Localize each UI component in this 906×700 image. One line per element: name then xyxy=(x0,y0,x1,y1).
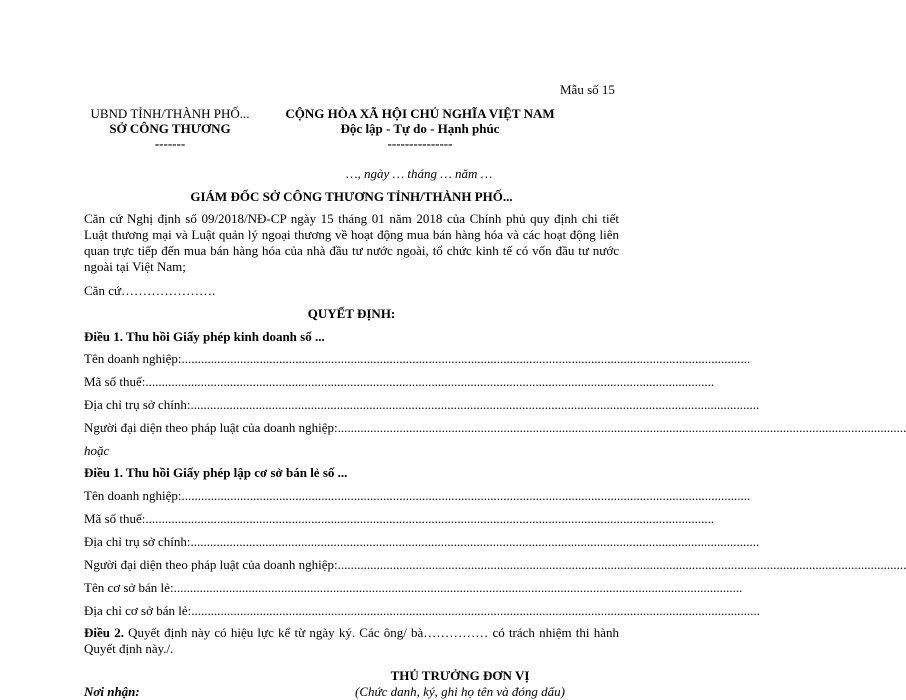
article-1-retail-license-heading: Điều 1. Thu hồi Giấy phép lập cơ sở bán lẻ số ... xyxy=(84,465,348,480)
field-label: Người đại diện theo pháp luật của doanh nghiệp: xyxy=(84,420,338,435)
fill-dots: ............................................................................................................................................................................... xyxy=(191,603,760,618)
field-label: Địa chỉ trụ sở chính: xyxy=(84,397,191,412)
field-retail-outlet-name[interactable] xyxy=(84,580,743,596)
date-line: …, ngày … tháng … năm … xyxy=(346,166,493,181)
recipients-label: Nơi nhận: xyxy=(84,684,140,699)
issuer-separator: ------- xyxy=(154,136,186,151)
field-label: Địa chỉ cơ sở bán lẻ: xyxy=(84,603,192,618)
field-company-name[interactable] xyxy=(84,488,751,504)
national-motto: Độc lập - Tự do - Hạnh phúc xyxy=(340,121,500,136)
field-retail-outlet-address[interactable] xyxy=(84,603,760,619)
article-1-business-license-heading: Điều 1. Thu hồi Giấy phép kinh doanh số ... xyxy=(84,329,325,344)
field-tax-code[interactable] xyxy=(84,374,715,390)
field-label: Địa chỉ trụ sở chính: xyxy=(84,534,191,549)
issuer-department: SỞ CÔNG THƯƠNG xyxy=(109,121,231,136)
decision-title: QUYẾT ĐỊNH: xyxy=(307,306,396,321)
fill-dots: ............................................................................................................................................................................... xyxy=(190,397,760,412)
fill-dots: ............................................................................................................................................................................... xyxy=(190,534,760,549)
field-head-office-address[interactable] xyxy=(84,397,760,413)
authority-title: GIÁM ĐỐC SỞ CÔNG THƯƠNG TỈNH/THÀNH PHỐ... xyxy=(190,189,513,204)
field-head-office-address[interactable] xyxy=(84,534,760,550)
fill-dots: ............................................................................................................................................................................... xyxy=(173,580,743,595)
article-2-label: Điều 2. xyxy=(84,625,124,640)
signature-note: (Chức danh, ký, ghi họ tên và đóng dấu) xyxy=(355,684,565,699)
field-label: Tên cơ sở bán lẻ: xyxy=(84,580,174,595)
form-number: Mẫu số 15 xyxy=(560,82,615,97)
field-label: Tên doanh nghiệp: xyxy=(84,351,182,366)
national-title: CỘNG HÒA XÃ HỘI CHỦ NGHĨA VIỆT NAM xyxy=(285,106,555,121)
signature-title: THỦ TRƯỞNG ĐƠN VỊ xyxy=(390,668,530,683)
field-label: Mã số thuế: xyxy=(84,511,146,526)
field-tax-code[interactable] xyxy=(84,511,715,527)
field-legal-representative[interactable] xyxy=(84,557,906,573)
field-label: Mã số thuế: xyxy=(84,374,146,389)
fill-dots: ............................................................................................................................................................................... xyxy=(145,374,715,389)
issuer-province: UBND TỈNH/THÀNH PHỐ... xyxy=(90,106,250,121)
fill-dots: ............................................................................................................................................................................... xyxy=(337,557,906,572)
legal-basis-line: Căn cứ…………………. xyxy=(84,283,216,298)
or-separator: hoặc xyxy=(84,443,110,458)
field-label: Người đại diện theo pháp luật của doanh nghiệp: xyxy=(84,557,338,572)
national-separator: --------------- xyxy=(387,136,453,151)
fill-dots: ............................................................................................................................................................................... xyxy=(145,511,715,526)
field-legal-representative[interactable] xyxy=(84,420,906,436)
field-label: Tên doanh nghiệp: xyxy=(84,488,182,503)
field-company-name[interactable] xyxy=(84,351,751,367)
fill-dots: ............................................................................................................................................................................... xyxy=(181,351,751,366)
article-2 xyxy=(84,625,619,657)
preamble-text: Căn cứ Nghị định số 09/2018/NĐ-CP ngày 15 tháng 01 năm 2018 của Chính phủ quy định chi tiết Luật thương mại và Luật quản lý ngoại thương về hoạt động mua bán hàng hóa và các hoạt động liên quan trực tiếp đến mua bán hàng hóa của nhà đầu tư nước ngoài, tổ chức kinh tế có vốn đầu tư nước ngoài tại Việt Nam; xyxy=(84,211,619,274)
fill-dots: ............................................................................................................................................................................... xyxy=(337,420,906,435)
fill-dots: ............................................................................................................................................................................... xyxy=(181,488,751,503)
article-2-text: Quyết định này có hiệu lực kể từ ngày ký. Các ông/ bà…………… có trách nhiệm thi hành Quyết định này./. xyxy=(84,625,620,656)
